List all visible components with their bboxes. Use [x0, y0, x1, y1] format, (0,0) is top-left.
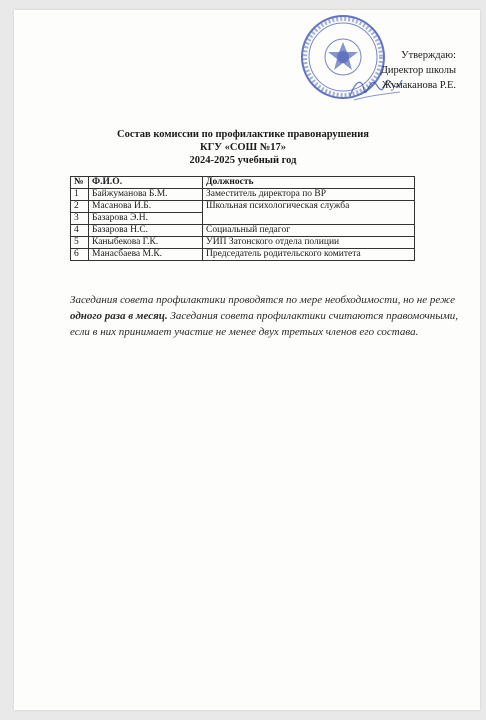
- title-line-2: КГУ «СОШ №17»: [199, 142, 287, 153]
- table-row: [71, 189, 415, 201]
- approval-block: [358, 48, 456, 93]
- row-number: 6: [71, 249, 89, 261]
- row-name: Байжуманова Б.М.: [89, 189, 203, 201]
- row-number: 3: [71, 213, 89, 225]
- row-name: Манасбаева М.К.: [89, 249, 203, 261]
- row-name: Масанова И.Б.: [89, 201, 203, 213]
- title-line-1: Состав комиссии по профилактике правонарушения: [117, 129, 369, 140]
- approval-name: Жумаканова Р.Е.: [381, 80, 456, 91]
- row-name: Базарова Н.С.: [89, 225, 203, 237]
- document-page: [14, 10, 480, 710]
- row-name: Каныбекова Г.К.: [89, 237, 203, 249]
- table-row: [71, 225, 415, 237]
- table-header-row: [71, 177, 415, 189]
- row-position: Школьная психологическая служба: [203, 201, 415, 225]
- note-emphasis: одного раза в месяц.: [70, 310, 168, 322]
- row-position: Заместитель директора по ВР: [203, 189, 415, 201]
- header-position: Должность: [203, 177, 415, 189]
- row-number: 2: [71, 201, 89, 213]
- header-name: Ф.И.О.: [89, 177, 203, 189]
- note-text-2: Заседания совета профилактики считаются правомочными, если в них принимает участие не менее двух третьих членов его состава.: [70, 310, 458, 338]
- row-position: Социальный педагог: [203, 225, 415, 237]
- row-name: Базарова Э.Н.: [89, 213, 203, 225]
- document-title: [0, 128, 486, 167]
- approval-position: Директор школы: [380, 65, 456, 76]
- row-number: 1: [71, 189, 89, 201]
- table-row: [71, 237, 415, 249]
- approval-label: Утверждаю:: [401, 50, 456, 61]
- row-position: Председатель родительского комитета: [203, 249, 415, 261]
- row-number: 5: [71, 237, 89, 249]
- row-number: 4: [71, 225, 89, 237]
- header-number: №: [71, 177, 89, 189]
- note-text-1: Заседания совета профилактики проводятся по мере необходимости, но не реже: [70, 294, 455, 306]
- title-line-3: 2024-2025 учебный год: [189, 155, 297, 166]
- table-row: [71, 249, 415, 261]
- commission-table: [70, 176, 415, 261]
- table-row: [71, 201, 415, 213]
- meeting-note: [70, 292, 462, 340]
- row-position: УИП Затонского отдела полиции: [203, 237, 415, 249]
